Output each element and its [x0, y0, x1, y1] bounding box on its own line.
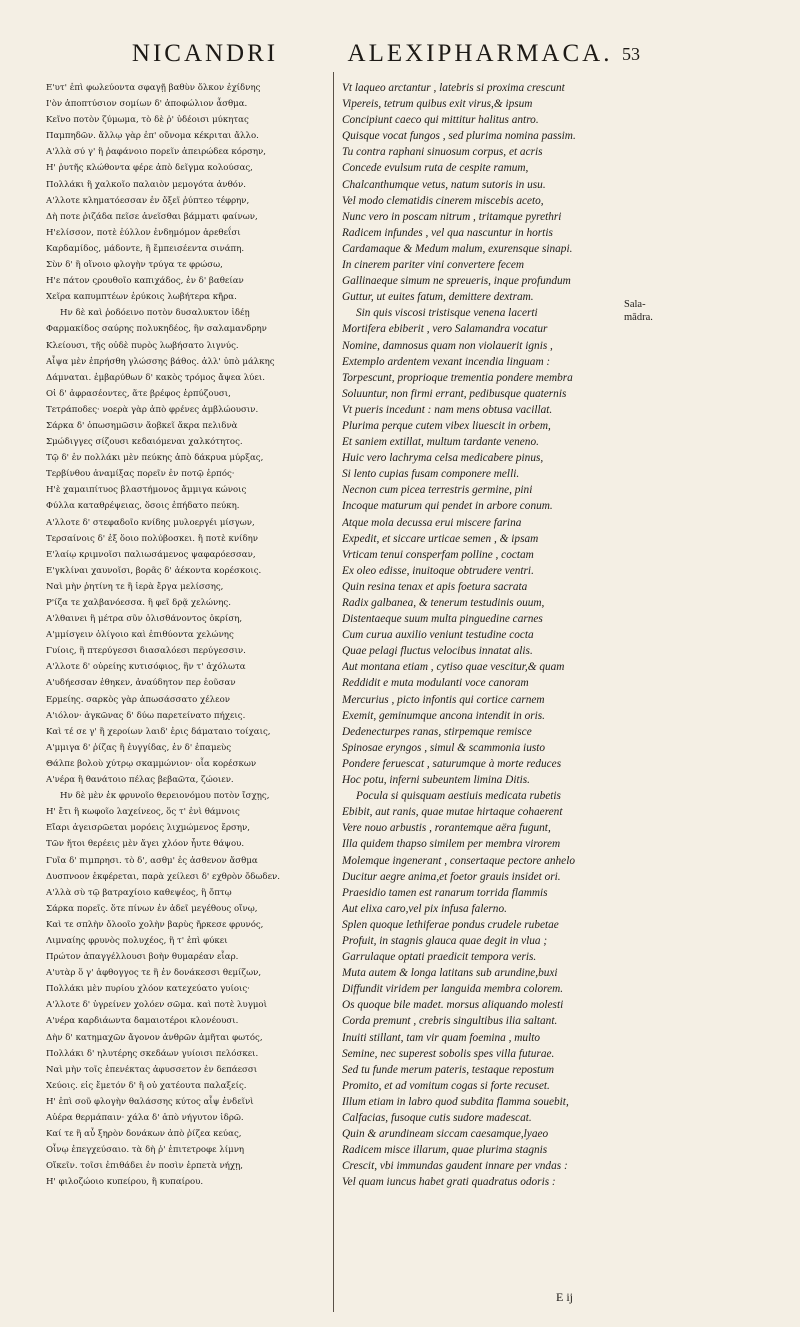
signature-mark: E ij: [556, 1290, 573, 1304]
text-line: Αἶψα μὲν ἐπρήσθη γλώσσης βάθος. ἀλλ' ὑπὸ μάλκης: [46, 356, 275, 367]
text-line: Incoque maturum qui pendet in arbore conum.: [342, 500, 553, 513]
running-title-left: NICANDRI: [131, 40, 279, 67]
text-line: Radix galbanea, & tenerum testudinis ouum,: [342, 597, 545, 609]
text-line: Πολλάκι δ' ηλυτέρης σκεδάων γυίοισι πελόσκει.: [46, 1048, 259, 1059]
text-line: Η' ἔτι ἢ κωφοῖο λαχείνεος, ὅς τ' ἐνὶ θάμνοις: [46, 807, 240, 818]
text-line: Corda premunt , crebris singultibus ilia saltant.: [342, 1015, 558, 1028]
text-line: Spinosae eryngos , simul & scammonia iusto: [342, 741, 546, 754]
text-line: Reddidit e muta modulanti voce canoram: [342, 677, 529, 690]
text-line: Crescit, vbi immundas gaudent innare per vndas :: [342, 1160, 568, 1173]
text-line: Praesidio tamen est ranarum torrida flammis: [342, 886, 548, 899]
text-line: Ναὶ μὴν τοῖς ἐπενέκτας ἀφυσσετον ἐν δεπάεσσι: [46, 1064, 258, 1075]
text-line: Garrulaque optati praedicit tempora veris.: [342, 951, 537, 964]
text-line: Nomine, damnosus quam non violauerit ignis ,: [342, 339, 553, 352]
text-line: Radicem misce illarum, quae plurima stagnis: [342, 1144, 548, 1157]
text-line: Ex oleo edisse, inuitoque obtrudere ventri.: [342, 564, 534, 577]
text-line: Α'λλὰ σὺ τῷ βατραχίοιο καθεψέος, ἢ ὄπτῳ: [46, 887, 232, 898]
text-line: Vel quam iuncus habet grati quadratus odoris :: [342, 1176, 556, 1189]
text-line: Ebibit, aut ranis, quae mutae hirtaque cohaerent: [342, 806, 563, 819]
text-line: Η' ἐπὶ σοῦ φλογὴν θαλάσσης κύτος αἶψ ἐνδεῖνὶ: [46, 1096, 254, 1107]
text-line: Distentaeque suum multa pinguedine carnes: [342, 613, 543, 626]
text-line: Cardamaque & Medum malum, exurensque sinapi.: [342, 242, 573, 255]
greek-text-column: [46, 80, 330, 1190]
text-line: Α'λλοτε δ' στεφαδοῖο κνίδης μυλοεργέι μίσγων,: [46, 517, 255, 528]
text-line: Λιμναίης φρυνὸς πολυχέος, ἢ τ' ἐπὶ φύκει: [46, 935, 228, 946]
text-line: Os quoque bile madet. morsus aliquando molesti: [342, 999, 564, 1012]
text-line: Η' φιλοζώοιο κυπείρου, ἢ κυπαίρου.: [46, 1177, 204, 1188]
running-title-right: ALEXIPHARMACA.: [347, 40, 613, 67]
text-line: Ερμείης. σαρκὸς γὰρ ἀπωσάσσατο χέλεον: [46, 694, 230, 705]
text-line: Σάρκα δ' ὀπωσημῶσιν ἄοβκεῖ ἄκρα πελιδνὰ: [46, 420, 238, 431]
text-line: Calfacias, fusoque cutis sudore madescat.: [342, 1112, 532, 1124]
text-line: Hoc potu, inferni subeuntem limina Ditis.: [342, 774, 530, 787]
text-line: Quisque vocat fungos , sed plurima nomina passim.: [342, 130, 576, 143]
text-line: Τῶν ἤτοι θερέεις μὲν ἄγει χλόον ἦυτε θάψου.: [46, 839, 245, 850]
text-line: Τερβίνθου ἀναμίξας πορεῖν ἐν ποτῷ ἑρπός·: [46, 469, 235, 480]
text-line: Vipereis, tetrum quibus exit virus,& ipsum: [342, 98, 533, 111]
text-line: Δὴν δ' κατημαχῶν ἄγονον ἀνθρῶν ἀμῆται φωτός,: [46, 1032, 263, 1043]
text-line: Α'λλὰ σύ γ' ἢ ῥαφάνοιο πορεῖν ἀπειρώδεα κόρσην,: [46, 147, 266, 158]
text-line: Vel modo clematidis cinerem miscebis aceto,: [342, 194, 544, 207]
text-line: Α'λλοτε δ' ὑγρείνεν χολόεν σῶμα. καὶ ποτὲ λυγμοὶ: [46, 1000, 267, 1011]
text-line: Καὶ τε σπλὴν ὄλοοῖο χολὴν βαρὺς ἤρκεσε φρυνός,: [46, 919, 264, 930]
text-line: Α'νέρα καρδιάωντα δαμαιοτέροι κλονέουσι.: [46, 1016, 239, 1027]
text-line: Promito, et ad vomitum cogas si forte recuset.: [342, 1079, 550, 1092]
text-line: Plurima perque cutem vibex liuescit in orbem,: [342, 419, 551, 432]
text-line: Καὶ τέ σε γ' ἢ χεροίων λαιδ' ἐρις δάματαιο τοίχαις,: [46, 726, 271, 737]
text-line: Α'λλοτε δ' οὐρείης κυτισόφιος, ἣν τ' ἀχόλωτα: [46, 662, 246, 673]
text-line: Ε'λαίῳ κριμνοῖσι παλιωσάμενος ψαφαρόεσσαν,: [46, 549, 256, 560]
column-divider: [333, 72, 334, 1312]
text-line: Δὴ ποτε ῥιζάδα πεῖσε ἀνεῖσθαι βάμματι φαίνων,: [46, 211, 258, 222]
text-line: Αὐέρα θερμάπαιν· χάλα δ' ἀπὸ νήγυτον ἱδρῶ.: [46, 1113, 244, 1123]
text-line: Κεῖνο ποτὸν ζύμωμα, τὸ δὲ ῥ' ὑδέοισι μύκητας: [46, 115, 249, 126]
text-line: Πρώτον ἀπαγγέλλουσι βοὴν θυμαρέαν εἶαρ.: [46, 952, 239, 963]
margin-note: [624, 298, 684, 324]
text-line: Semine, nec superest sobolis spes villa futurae.: [342, 1047, 555, 1060]
text-line: Concipiunt caeco qui mittitur halitus antro.: [342, 114, 539, 127]
text-line: Α'υτὰρ ὅ γ' ἀφθογγος τε ἢ ἐν δονάκεσσι θεμίζων,: [46, 968, 262, 979]
text-line: Ε'γκλίναι χαυνοῖσι, βορᾶς δ' ἀέκοντα κορέσκοις.: [46, 565, 262, 576]
text-line: Illa quidem thapso similem per membra virorem: [342, 838, 561, 851]
text-line: Torpescunt, proprioque trementia pondere membra: [342, 371, 573, 384]
text-line: Concede evulsum ruta de cespite ramum,: [342, 162, 529, 175]
text-line: Chalcanthumque vetus, natum sutoris in usu.: [342, 178, 546, 191]
text-line: Ε'υτ' ἐπὶ φωλεύοντα σφαγῇ βαθὺν ὄλκον ἐχίδνης: [46, 83, 261, 93]
text-line: Profuit, in stagnis glauca quae degit in vlua ;: [342, 934, 548, 947]
text-line: Γυίοις, ἢ πτερύγεσσι διασαλόεσι περύγεσσιν.: [46, 646, 246, 657]
text-line: Α'ιόλον· ἀγκῶνας δ' δύω παρετείνατο πήχεις.: [46, 710, 246, 721]
text-line: Vrticam tenui consperfam polline , coctam: [342, 548, 534, 561]
text-line: Ρ'ίζα τε χαλβανόεσσα. ἢ φεῖ δρᾷ χελώνης.: [46, 598, 231, 608]
text-line: Ην δὲ καὶ ῥοδόεινο ποτὸν δυσαλυκτον ἰδέῃ: [60, 308, 250, 319]
text-line: Χεύοις. εἰς ἔμετόν δ' ἢ οὐ χατέουτα παλαξείς.: [46, 1080, 247, 1091]
text-line: Aut elixa caro,vel pix infusa falerno.: [342, 902, 507, 915]
text-line: Εἴαρι ἀγεισρῶεται μορόεις λιχμώμενος ἔρσην,: [46, 823, 250, 834]
text-line: Illum etiam in labro quod subdita flamma souebit,: [342, 1095, 569, 1108]
text-line: Α'λθαινει ἢ μέτρα σῦν ὀλισθάνοντος ὀκρίση,: [46, 614, 243, 625]
text-line: Sed tu funde merum pateris, testaque repostum: [342, 1063, 554, 1076]
text-line: Quae pelagi fluctus velocibus innatat alis.: [342, 645, 533, 658]
text-line: Καρδαμίδος, μάδοντε, ἢ ἔμπεισέεντα σινάπη.: [46, 243, 245, 254]
text-line: Aut montana etiam , cytiso quae vescitur,& quam: [342, 661, 565, 674]
latin-text-column: [342, 80, 612, 1190]
text-line: Muta autem & longa latitans sub arundine,buxi: [342, 967, 558, 980]
text-line: Sin quis viscosi tristisque venena lacerti: [356, 307, 538, 320]
page-number: 53: [622, 44, 640, 64]
text-line: In cinerem pariter vini convertere fecem: [342, 259, 525, 272]
text-line: Vere nouo arbustis , rorantemque aëra fugunt,: [342, 822, 551, 835]
text-line: Mercurius , picto infontis qui cortice carnem: [342, 693, 545, 706]
text-line: Φαρμακίδος σαύρης πολυκηδέος, ἣν σαλαμανδρην: [46, 324, 267, 335]
text-line: Exemit, geminumque ancona intendit in oris.: [342, 709, 545, 722]
text-line: Gallinaeque simum ne spreueris, inque profundum: [342, 275, 571, 288]
text-line: Dedenecturpes ranas, stirpemque remisce: [342, 725, 532, 738]
text-line: Παμπηδῶν. ἄλλῳ γὰρ ἐπ' οὔνομα κέκριται ἄλλο.: [46, 131, 259, 142]
text-line: Δάμναται. ἐμβαρύθων δ' κακὸς τρόμος ἄψεα λύει.: [46, 372, 265, 383]
text-line: Τερσαίνοις δ' ἐξ ὅοιο πολύβοσκει. ἢ ποτὲ κνίδην: [46, 533, 259, 544]
text-line: Α'υδήεσσαν ἐθηκεν, ἀναύδητον περ ἐοῦσαν: [46, 678, 236, 689]
text-line: Σάρκα πορεῖς. ὅτε πίνων ἐν ἀδεῖ μεγέθους οἴνῳ,: [46, 903, 258, 914]
text-line: Χεῖρα καπυμπτέων ἐρύκοις λωβήτερα κῆρα.: [46, 292, 237, 303]
text-line: Οἶνῳ ἐπεγχεύσαιο. τὰ δὴ ῥ' ἐπιτετροφε λίμνη: [46, 1145, 245, 1156]
text-line: Α'μμιγα δ' ῥίζας ἢ ἐυγγίδας, ἐν δ' ἐπαμεὺς: [46, 742, 232, 753]
text-line: Η'ὲ χαμαιπίτυος βλαστήμονος ἄμμιγα κώνοις: [46, 485, 247, 496]
text-line: Τῷ δ' ἐν πολλάκι μὲν πεύκης ἀπὸ δάκρυα μύρξας,: [46, 453, 264, 464]
page-header: [0, 40, 800, 76]
text-line: Molemque ingenerant , consertaque pectore anhelo: [342, 854, 575, 867]
text-line: Guttur, ut euites fatum, demittere dextram.: [342, 291, 534, 304]
text-line: Atque mola decussa erui miscere farina: [342, 516, 522, 529]
text-line: Θάλπε βολοὺ χύτρῳ σκαμμώνιον· οἷα κορέσκων: [46, 758, 257, 769]
text-line: Pondere feruescat , saturumque à morte reduces: [342, 757, 562, 770]
text-line: Tu contra raphani sinuosum corpus, et acris: [342, 146, 543, 159]
text-line: Huic vero lachryma celsa medicabere pinus,: [342, 452, 544, 465]
text-line: Expedit, et siccare urticae semen , & ipsam: [342, 532, 539, 545]
text-line: Η'ε πάτον ςρουθοῖο καπιχάδος, ἐν δ' βαθείαν: [46, 276, 244, 287]
text-line: Necnon cum picea terrestris germine, pini: [342, 484, 533, 497]
text-line: Φύλλα καταθρέψειας, ὅσοις ἐπήδατο πεύκη.: [46, 501, 240, 512]
text-line: Et saniem extillat, multum tardante veneno.: [342, 436, 539, 449]
text-line: Α'νέρα ἢ θανάτοιο πέλας βεβαῶτα, ζώοιεν.: [46, 775, 234, 786]
text-line: Radicem infundes , vel qua nascuntur in hortis: [342, 226, 553, 239]
text-line: Α'μμίσγειν ὀλίγοιο καὶ ἐπιθύοντα χελώνης: [46, 630, 234, 641]
text-line: Ναὶ μὴν ῥητίνη τε ἢ ἱερὰ ἔργα μελίσσης,: [46, 581, 224, 592]
text-line: Σμώδιγγες σίζουσι κεδαιόμεναι χαλκότητος.: [46, 437, 243, 448]
text-line: Καί τε ἢ αὖ ξηρὸν δονάκων ἀπὸ ῥίζεα κεύας,: [46, 1129, 242, 1140]
text-line: Cum curua auxilio veniunt testudine cocta: [342, 629, 534, 642]
text-line: Σὺν δ' ἢ οἴνοιο φλογὴν τρύγα τε φρώσω,: [46, 260, 223, 271]
margin-note-line: mādra.: [624, 312, 653, 323]
text-line: Si lento cupias fusam componere melli.: [342, 468, 520, 481]
text-line: Ην δὲ μὲν ἐκ φρυνοῖο θερειονόμου ποτὸν ἴσχῃς,: [60, 791, 270, 802]
text-line: Splen quoque lethiferae pondus crudele rubetae: [342, 918, 559, 931]
text-line: Οἱ δ' ἀφρασέοντες, ἅτε βρέφος ἑρπύζουσι,: [46, 388, 231, 399]
text-line: Quin & arundineam siccam caesamque,lyaeo: [342, 1128, 549, 1141]
text-line: Pocula si quisquam aestiuis medicata rubetis: [356, 790, 561, 803]
text-line: Πολλάκι μὲν πυρίου χλόον κατεχεύατο γυίοις·: [46, 984, 250, 995]
text-line: Mortifera ebiberit , vero Salamandra vocatur: [342, 323, 548, 336]
text-line: Η'ελίσσον, ποτὲ ἐύλλον ἐνδημόμον ἀρεθεΐσι: [46, 227, 241, 238]
text-line: Inuiti stillant, tam vir quam foemina , multo: [342, 1031, 541, 1044]
text-line: Οἴκεῖν. τοῖσι ἐπιθάδει ἐν ποσὶν ἑρπετὰ νήχῃ,: [46, 1161, 243, 1172]
text-line: Nunc vero in poscam nitrum , tritamque pyrethri: [342, 210, 562, 223]
text-line: Δυσπνοον ἐκφέρεται, παρὰ χείλεσι δ' εχθρὸν ὄδωδεν.: [46, 871, 280, 882]
text-line: Α'λλοτε κληματόεσσαν ἐν ὄξεϊ ῥύπτεο τέφρην,: [46, 195, 250, 206]
text-line: Η' ῥυτῆς κλώθοντα φέρε ἀπὸ δεῖγμα κολούσας,: [46, 163, 253, 174]
text-line: Soluuntur, non firmi errant, pedibusque quaternis: [342, 387, 567, 400]
text-line: Vt pueris incedunt : nam mens obtusa vacillat.: [342, 403, 553, 416]
text-line: Γυῖα δ' πιμπρησι. τὸ δ', ασθμ' ἐς ἀσθενον ἄσθμα: [46, 855, 258, 866]
text-line: Quin resina tenax et apis foetura sacrata: [342, 580, 528, 593]
text-line: Πολλάκι ἢ χαλκοῖο παλαιὸν μεμογότα ἀνθόν.: [46, 179, 246, 190]
text-line: Τετράποδες· νοερὰ γὰρ ἀπὸ φρένες ἀμβλώουσιν.: [46, 404, 259, 415]
text-line: Vt laqueo arctantur , latebris si proxima crescunt: [342, 82, 565, 94]
text-line: Ducitur aegre anima,et foetor grauis insidet ori.: [342, 870, 561, 883]
text-line: Κλείουσι, τῆς οὐδὲ πυρὸς λωβήσατο λιγνύς.: [46, 340, 239, 351]
margin-note-line: Sala-: [624, 299, 646, 310]
text-line: Extemplo ardentem vexant incendia linguam :: [342, 355, 551, 368]
text-line: Ι'ὸν ἀποπτύσιον σομίων δ' ἀποφώλιον ἆσθμα.: [46, 99, 248, 110]
text-line: Diffundit viridem per languida membra colorem.: [342, 983, 564, 996]
